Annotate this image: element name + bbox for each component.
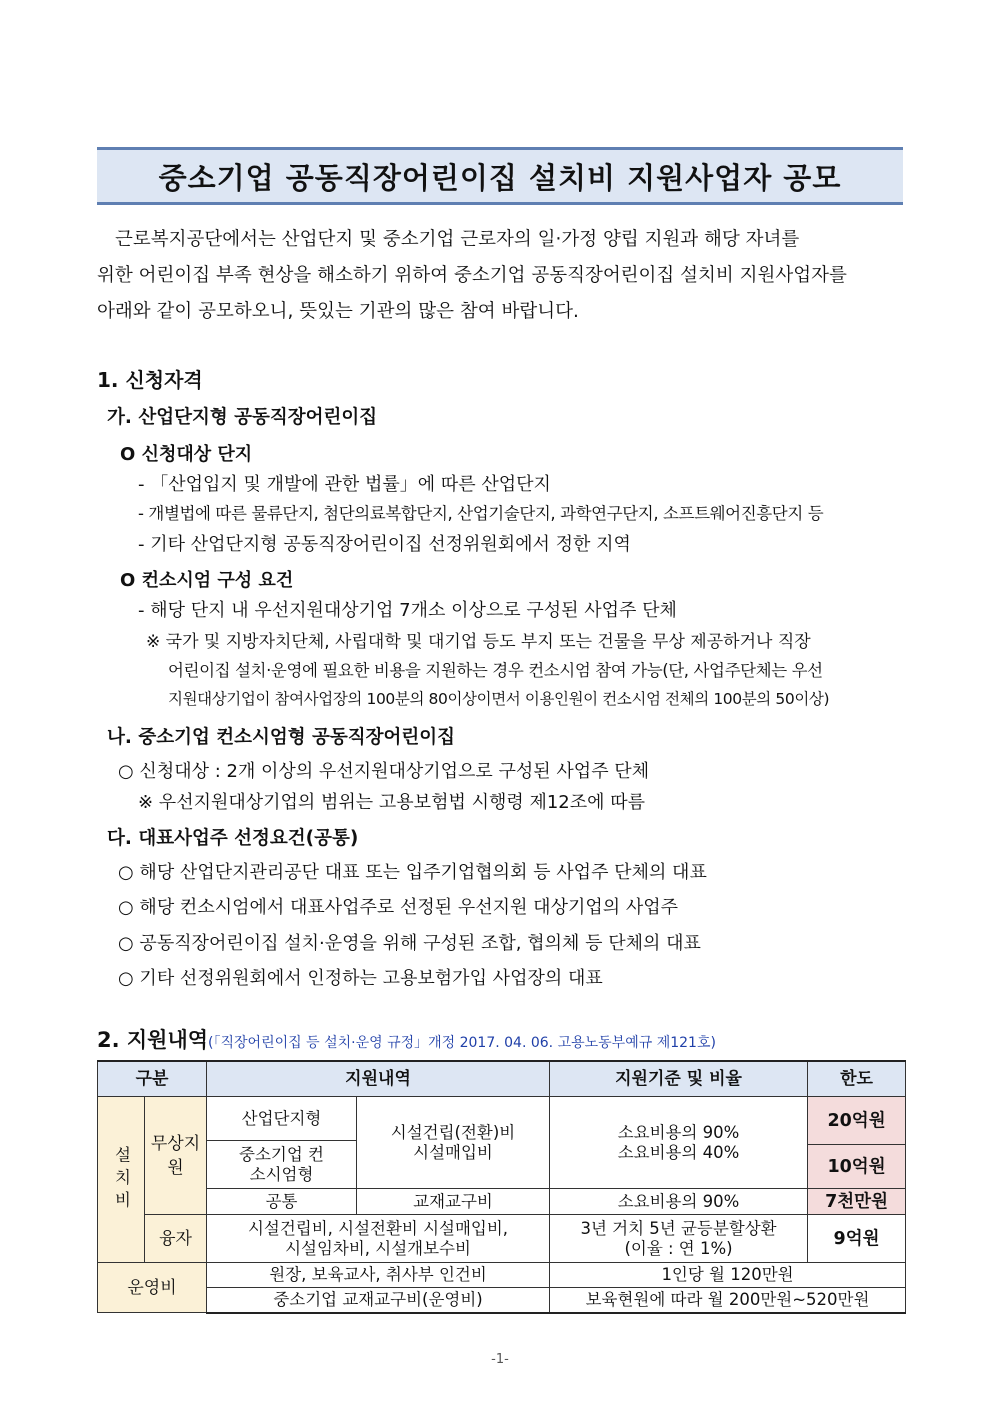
table-row (98, 1288, 906, 1313)
facility-cell: 시설건립(전환)비 시설매입비 (357, 1097, 550, 1189)
target-item: - 기타 산업단지형 공동직장어린이집 선정위원회에서 정한 지역 (138, 534, 631, 555)
target-item: - 개별법에 따른 물류단지, 첨단의료복합단지, 산업기술단지, 과학연구단지, 소프트웨어진흥단지 등 (138, 504, 824, 523)
consortium-note: 어린이집 설치·운영에 필요한 비용을 지원하는 경우 컨소시엄 참여 가능(단, 사업주단체는 우선 (168, 661, 823, 680)
operation-cell: 운영비 (98, 1263, 207, 1313)
consortium-note: ※ 국가 및 지방자치단체, 사립대학 및 대기업 등도 부지 또는 건물을 무상 제공하거나 직장 (146, 632, 811, 652)
ratio-cell: 소요비용의 90% 소요비용의 40% (550, 1097, 808, 1189)
target-item: - 「산업입지 및 개발에 관한 법률」에 따른 산업단지 (138, 474, 551, 495)
op-materials-cell: 중소기업 교재교구비(운영비) (207, 1288, 550, 1313)
da-item: ○ 해당 산업단지관리공단 대표 또는 입주기업협의회 등 사업주 단체의 대표 (118, 862, 707, 883)
free-support-cell: 무상지원 (145, 1097, 207, 1215)
consortium-note: 지원대상기업이 참여사업장의 100분의 80이상이면서 이용인원이 컨소시엄 전체의 100분의 50이상) (168, 690, 830, 708)
table-row (98, 1189, 906, 1215)
consortium-item: - 해당 단지 내 우선지원대상기업 7개소 이상으로 구성된 사업주 단체 (138, 600, 677, 621)
title-banner (97, 147, 903, 205)
subsection-na-heading: 나. 중소기업 컨소시엄형 공동직장어린이집 (107, 727, 456, 748)
op-materials-amount-cell: 보육현원에 따라 월 200만원~520만원 (550, 1288, 906, 1313)
header-category: 구분 (98, 1061, 207, 1097)
table-header-row (98, 1061, 906, 1097)
support-table (97, 1060, 906, 1314)
consortium-heading: O 컨소시엄 구성 요건 (120, 570, 294, 591)
loan-items-cell: 시설건립비, 시설전환비 시설매입비, 시설임차비, 시설개보수비 (207, 1215, 550, 1263)
table-row (98, 1263, 906, 1288)
sme-type-cell: 중소기업 컨소시엄형 (207, 1141, 357, 1189)
section2-heading: 2. 지원내역 (97, 1028, 209, 1052)
limit-industrial-cell: 20억원 (808, 1097, 906, 1145)
da-item: ○ 공동직장어린이집 설치·운영을 위해 구성된 조합, 협의체 등 단체의 대표 (118, 933, 701, 954)
table-row (98, 1215, 906, 1263)
subsection-da-heading: 다. 대표사업주 선정요건(공통) (107, 828, 359, 849)
da-item: ○ 해당 컨소시엄에서 대표사업주로 선정된 우선지원 대상기업의 사업주 (118, 897, 679, 918)
na-item: ○ 신청대상 : 2개 이상의 우선지원대상기업으로 구성된 사업주 단체 (118, 761, 650, 782)
page-title: 중소기업 공동직장어린이집 설치비 지원사업자 공모 (158, 160, 842, 195)
header-details: 지원내역 (207, 1061, 550, 1097)
section1-heading: 1. 신청자격 (97, 368, 203, 392)
section2-heading-row (97, 1024, 716, 1054)
intro-paragraph (97, 222, 903, 330)
materials-cell: 교재교구비 (357, 1189, 550, 1215)
subsection-ga-heading: 가. 산업단지형 공동직장어린이집 (107, 407, 378, 428)
table-row (98, 1097, 906, 1141)
target-heading: O 신청대상 단지 (120, 444, 253, 465)
section2-reference: (「직장어린이집 등 설치·운영 규정」개정 2017. 04. 06. 고용노동부예규 제121호) (208, 1035, 716, 1051)
limit-sme-cell: 10억원 (808, 1145, 906, 1189)
intro-line: 위한 어린이집 부족 현상을 해소하기 위하여 중소기업 공동직장어린이집 설치비 지원사업자를 (97, 265, 847, 286)
header-limit: 한도 (808, 1061, 906, 1097)
op-staff-cell: 원장, 보육교사, 취사부 인건비 (207, 1263, 550, 1288)
limit-common-cell: 7천만원 (808, 1189, 906, 1215)
install-cost-cell: 설치비 (98, 1097, 145, 1263)
common-cell: 공통 (207, 1189, 357, 1215)
materials-ratio-cell: 소요비용의 90% (550, 1189, 808, 1215)
loan-terms-cell: 3년 거치 5년 균등분할상환 (이율 : 연 1%) (550, 1215, 808, 1263)
limit-loan-cell: 9억원 (808, 1215, 906, 1263)
header-criteria: 지원기준 및 비율 (550, 1061, 808, 1097)
page-number: -1- (491, 1352, 509, 1367)
intro-line: 아래와 같이 공모하오니, 뜻있는 기관의 많은 참여 바랍니다. (97, 301, 579, 322)
industrial-type-cell: 산업단지형 (207, 1097, 357, 1141)
loan-cell: 융자 (145, 1215, 207, 1263)
na-note: ※ 우선지원대상기업의 범위는 고용보험법 시행령 제12조에 따름 (138, 792, 646, 813)
intro-line: 근로복지공단에서는 산업단지 및 중소기업 근로자의 일·가정 양립 지원과 해당 자녀를 (115, 229, 800, 250)
op-staff-amount-cell: 1인당 월 120만원 (550, 1263, 906, 1288)
da-item: ○ 기타 선정위원회에서 인정하는 고용보험가입 사업장의 대표 (118, 968, 603, 989)
